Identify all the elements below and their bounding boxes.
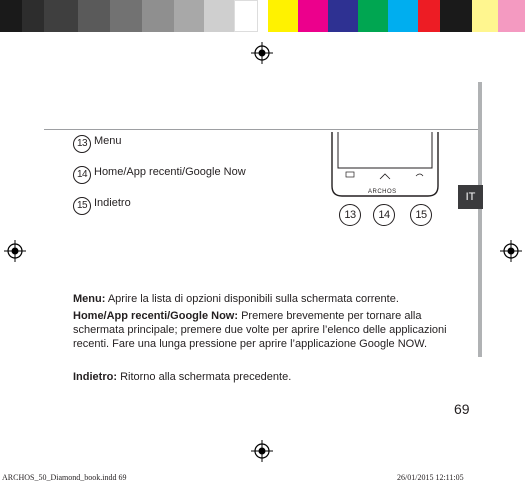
description-back (73, 370, 453, 384)
description-term: Home/App recenti/Google Now: (73, 310, 239, 322)
gray-swatch (142, 0, 174, 32)
light-yellow-swatch (472, 0, 498, 32)
gray-swatch (110, 0, 142, 32)
legend-item-menu (73, 135, 122, 153)
gray-swatch (174, 0, 204, 32)
yellow-swatch (268, 0, 298, 32)
legend-number: 13 (73, 135, 91, 153)
green-swatch (358, 0, 388, 32)
legend-label: Menu (94, 135, 122, 147)
description-text: Aprire la lista di opzioni disponibili sulla schermata corrente. (107, 293, 399, 305)
legend-label: Home/App recenti/Google Now (94, 166, 246, 178)
callout-13: 13 (339, 204, 361, 226)
gray-swatch (234, 0, 258, 32)
registration-mark-icon (251, 42, 273, 64)
slug-datetime: 26/01/2015 12:11:05 (397, 473, 464, 482)
description-term: Indietro: (73, 371, 117, 383)
legend-label: Indietro (94, 197, 131, 209)
gray-swatch (78, 0, 110, 32)
black-swatch (440, 0, 472, 32)
legend-item-back (73, 197, 131, 215)
magenta-swatch (298, 0, 328, 32)
registration-mark-icon (500, 240, 522, 262)
legend-item-home (73, 166, 246, 184)
gray-swatch (22, 0, 44, 32)
gray-swatch (204, 0, 234, 32)
description-term: Menu: (73, 293, 106, 305)
registration-mark-icon (251, 440, 273, 462)
phone-brand: ARCHOS (368, 189, 397, 195)
slug-filename: ARCHOS_50_Diamond_book.indd 69 (2, 473, 127, 482)
description-home (73, 309, 453, 351)
right-margin-bar (478, 82, 482, 357)
gray-swatch (0, 0, 22, 32)
red-swatch (418, 0, 440, 32)
language-tab: IT (458, 185, 483, 209)
registration-mark-icon (4, 240, 26, 262)
pink-swatch (498, 0, 525, 32)
legend-number: 15 (73, 197, 91, 215)
callout-14: 14 (373, 204, 395, 226)
page-number: 69 (454, 401, 470, 417)
description-text: Premere brevemente per tornare alla schermata principale; premere due volte per aprire l’elenco delle applicazioni recenti. Fare una lunga pressione per aprire l’applicazione Google NOW. (73, 310, 447, 350)
callout-15: 15 (410, 204, 432, 226)
description-text: Ritorno alla schermata precedente. (120, 371, 292, 383)
legend-number: 14 (73, 166, 91, 184)
blue-swatch (328, 0, 358, 32)
cyan-swatch (388, 0, 418, 32)
gray-swatch (44, 0, 78, 32)
top-rule-line (44, 129, 480, 130)
description-menu (73, 292, 453, 306)
